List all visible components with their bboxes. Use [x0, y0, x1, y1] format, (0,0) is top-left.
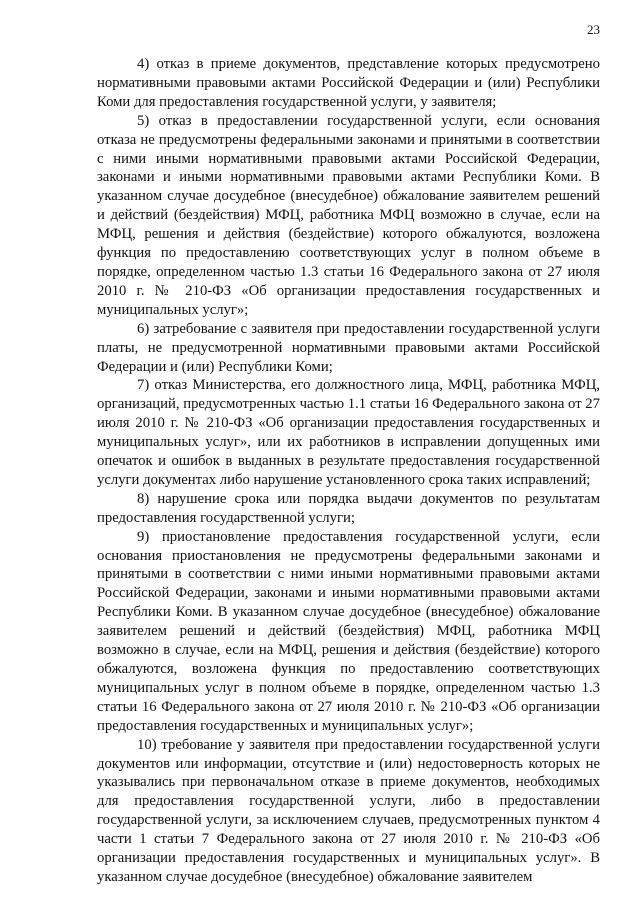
paragraph-item-8: 8) нарушение срока или порядка выдачи документов по результатам предоставления государственной услуги;: [97, 490, 600, 526]
paragraph-item-9: 9) приостановление предоставления государственной услуги, если основания приостановления не предусмотрены федеральными законами и принятыми в соответствии с ними иными нормативными правовыми актами Российской Федерации, законами и иными нормативными правовыми актами Республики Коми. В указанном случае досудебное (внесудебное) обжалование заявителем решений и действий (бездействия) МФЦ, работника МФЦ возможно в случае, если на МФЦ, решения и действия (бездействие) которого обжалуются, возложена функция по предоставлению соответствующих муниципальных услуг в полном объеме в порядке, определенном частью 1.3 статьи 16 Федерального закона от 27 июля 2010 г. № 210-ФЗ «Об организации предоставления государственных и муниципальных услуг»;: [97, 528, 600, 734]
page-number: 23: [587, 22, 600, 37]
paragraph-item-10: 10) требование у заявителя при предоставлении государственной услуги документов или информации, отсутствие и (или) недостоверность которых не указывались при первоначальном отказе в приеме документов, необходимых для предоставления государственной услуги, либо в предоставлении государственной услуги, за исключением случаев, предусмотренных пунктом 4 части 1 статьи 7 Федерального закона от 27 июля 2010 г. № 210-ФЗ «Об организации предоставления государственных и муниципальных услуг». В указанном случае досудебное (внесудебное) обжалование заявителем: [97, 736, 600, 885]
paragraph-item-4: 4) отказ в приеме документов, представление которых предусмотрено нормативными правовыми актами Российской Федерации и (или) Республики Коми для предоставления государственной услуги, у заявителя;: [97, 56, 600, 110]
paragraph-item-6: 6) затребование с заявителя при предоставлении государственной услуги платы, не предусмотренной нормативными правовыми актами Российской Федерации и (или) Республики Коми;: [97, 320, 600, 375]
paragraph-item-5: 5) отказ в предоставлении государственной услуги, если основания отказа не предусмотрены федеральными законами и принятыми в соответствии с ними иными нормативными правовыми актами Российской Федерации, законами и иными нормативными правовыми актами Республики Коми. В указанном случае досудебное (внесудебное) обжалование заявителем решений и действий (бездействия) МФЦ, работника МФЦ возможно в случае, если на МФЦ, решения и действия (бездействие) которого обжалуются, возложена функция по предоставлению соответствующих услуг в полном объеме в порядке, определенном частью 1.3 статьи 16 Федерального закона от 27 июля 2010 г. № 210-ФЗ «Об организации предоставления государственных и муниципальных услуг»;: [97, 112, 600, 318]
document-body: [97, 55, 600, 887]
paragraph-item-7: 7) отказ Министерства, его должностного лица, МФЦ, работника МФЦ, организаций, предусмотренных частью 1.1 статьи 16 Федерального закона от 27 июля 2010 г. № 210-ФЗ «Об организации предоставления государственных и муниципальных услуг», или их работников в исправлении допущенных ими опечаток и ошибок в выданных в результате предоставления государственной услуги документах либо нарушение установленного срока таких исправлений;: [97, 377, 600, 488]
